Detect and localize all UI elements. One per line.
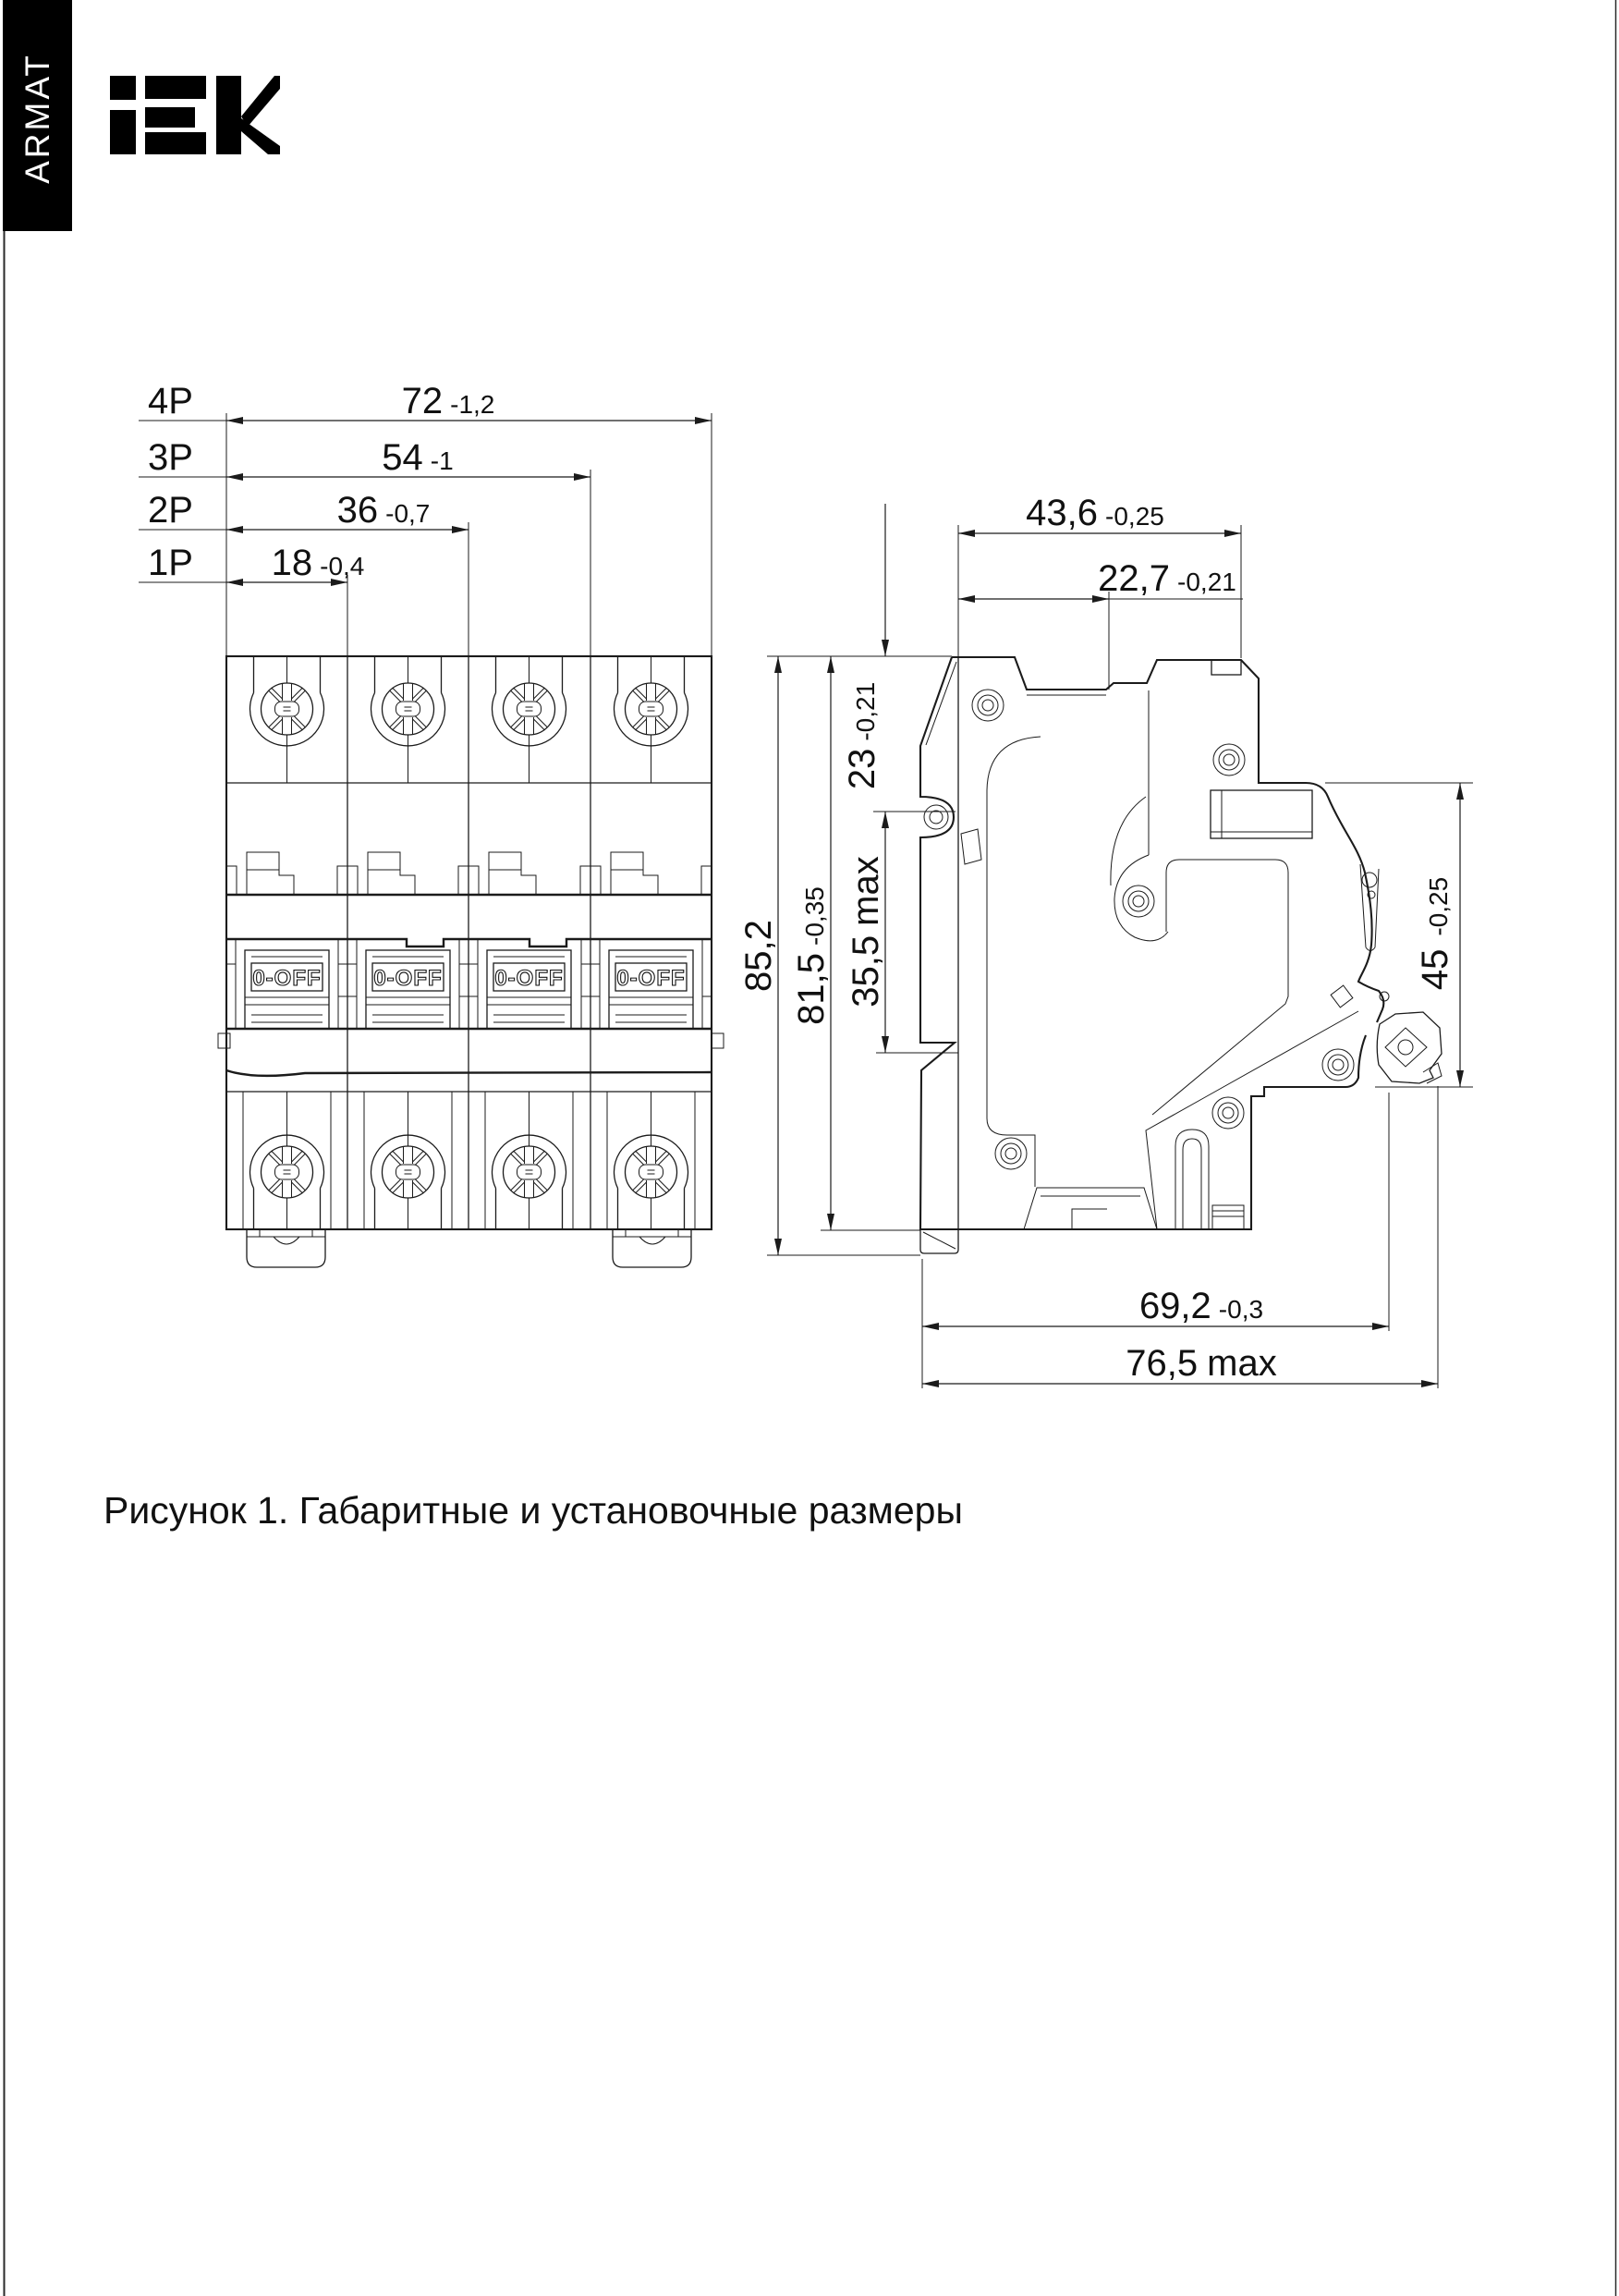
dim-text-35-5: 35,5max xyxy=(846,856,886,1008)
toggle-handle xyxy=(609,950,693,1029)
rivet-icon xyxy=(1212,1097,1244,1129)
dim-top-to-rail xyxy=(842,504,956,812)
terminal-screw-icon xyxy=(615,656,688,783)
terminal-screw-icon xyxy=(493,1092,566,1229)
terminal-screw-icon xyxy=(371,1092,445,1229)
terminal-screw-icon xyxy=(493,656,566,783)
dim-text-69-2: 69,2 -0,3 xyxy=(1138,1286,1264,1326)
rivet-icon xyxy=(1123,885,1154,917)
dim-text-81-5: 81,5-0,35 xyxy=(791,886,832,1025)
iek-logo xyxy=(110,76,280,154)
din-latch-knob xyxy=(1377,1012,1442,1083)
brand-bar-label: ARMAT xyxy=(18,53,56,184)
pole-label-3p: 3P xyxy=(148,437,193,478)
dim-width-4p xyxy=(139,381,712,421)
toggle-label: 0-OFF xyxy=(494,966,564,991)
dim-depth-max xyxy=(922,1086,1438,1388)
dim-text-45: 45-0,25 xyxy=(1415,876,1455,991)
extension-lines xyxy=(226,413,712,656)
rivet-icon xyxy=(1322,1049,1354,1081)
dim-text-76-5: 76,5 max xyxy=(1126,1343,1277,1384)
dim-text-22-7: 22,7 -0,21 xyxy=(1098,558,1236,599)
breaker-body-side xyxy=(920,656,1383,1253)
toggle-label: 0-OFF xyxy=(373,966,443,991)
dim-text-23: 23-0,21 xyxy=(842,681,883,790)
dim-text-85-2: 85,2 xyxy=(738,920,779,992)
din-foot xyxy=(247,1229,325,1267)
dim-text-36: 36 -0,7 xyxy=(336,490,431,531)
side-view xyxy=(738,493,1473,1388)
toggle-handle xyxy=(245,950,329,1029)
terminal-screw-icon xyxy=(371,656,445,783)
terminal-screw-icon xyxy=(250,656,324,783)
dim-text-72: 72 -1,2 xyxy=(401,381,495,421)
rivet-icon xyxy=(972,690,1004,721)
dim-terminal-depth xyxy=(958,558,1243,690)
din-foot xyxy=(613,1229,691,1267)
dim-width-3p xyxy=(139,437,590,478)
pole-label-1p: 1P xyxy=(148,543,193,583)
rivet-icon xyxy=(995,1138,1027,1169)
lower-band xyxy=(218,1029,724,1076)
pole-label-4p: 4P xyxy=(148,381,193,421)
dim-text-18: 18 -0,4 xyxy=(271,543,365,583)
toggle-handle xyxy=(366,950,450,1029)
terminal-screw-icon xyxy=(615,1092,688,1229)
toggle-label: 0-OFF xyxy=(616,966,686,991)
rivet-small-icon xyxy=(924,805,948,829)
dim-din-height xyxy=(1325,783,1473,1087)
toggle-label: 0-OFF xyxy=(252,966,322,991)
terminal-screw-icon xyxy=(250,1092,324,1229)
dim-width-1p xyxy=(139,543,364,583)
dim-rail-window xyxy=(846,812,958,1053)
figure-caption: Рисунок 1. Габаритные и установочные размеры xyxy=(103,1489,963,1532)
side-internal-lines xyxy=(987,690,1389,1229)
rivet-icon xyxy=(1213,744,1245,776)
front-view xyxy=(139,381,724,1267)
pole-label-2p: 2P xyxy=(148,490,193,531)
dim-text-43-6: 43,6 -0,25 xyxy=(1026,493,1164,533)
brand-bar xyxy=(3,0,72,231)
toggle-handle xyxy=(487,950,571,1029)
dim-width-2p xyxy=(139,490,469,531)
dim-text-54: 54 -1 xyxy=(382,437,454,478)
